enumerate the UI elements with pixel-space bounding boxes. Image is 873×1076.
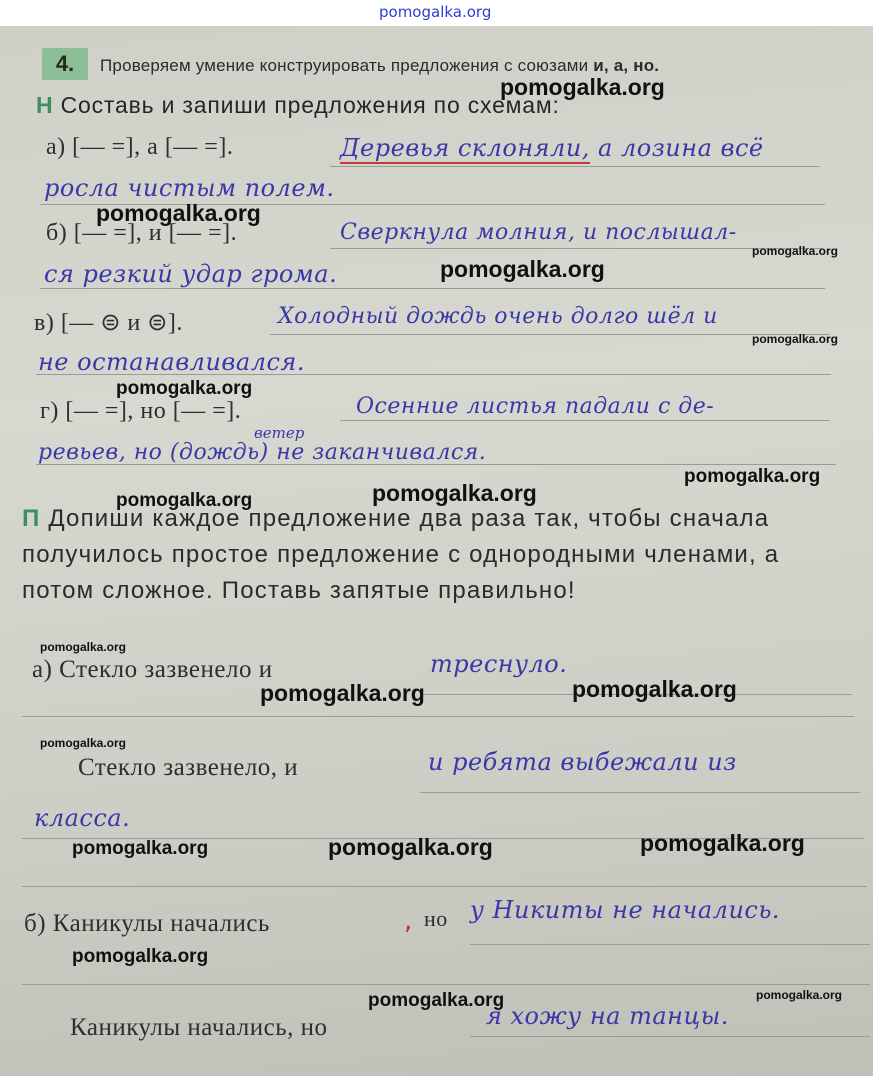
watermark: pomogalka.org (72, 946, 209, 967)
textbook-page (0, 26, 873, 1076)
watermark: pomogalka.org (40, 736, 127, 750)
section-p-letter: П (22, 505, 41, 532)
rule-line (40, 288, 825, 289)
exercise-title-text: Проверяем умение конструировать предложения с союзами (100, 56, 589, 75)
section-p-text: Допиши каждое предложение два раза так, чтобы сначала получилось простое предложение с однородными членами, а потом сложное. Поставь запятые правильно! (22, 505, 780, 604)
scheme-a-answer-underlined: Деревья склоняли, (340, 134, 590, 162)
task-b2-printed: Каникулы начались, но (70, 1014, 328, 1041)
task-b-answer: у Никиты не начались. (470, 896, 781, 924)
scheme-b-answer-line2: ся резкий удар грома. (44, 260, 338, 288)
scheme-a-label: а) [— =], а [— =]. (46, 134, 234, 160)
scheme-d-answer-line1: Осенние листья падали с де- (356, 394, 715, 419)
task-b-printed: б) Каникулы начались (24, 910, 270, 937)
scheme-d-label: г) [— =], но [— =]. (40, 398, 242, 424)
scheme-d-correction: ветер (254, 424, 305, 442)
watermark: pomogalka.org (96, 200, 261, 226)
scheme-c-answer-line2: не останавливался. (38, 348, 305, 376)
watermark: pomogalka.org (684, 466, 821, 487)
rule-line (470, 1036, 870, 1037)
section-h-text: Составь и запиши предложения по схемам: (60, 92, 560, 118)
task-a2-answer-line2: класса. (34, 804, 131, 832)
watermark: pomogalka.org (72, 838, 209, 859)
watermark: pomogalka.org (116, 490, 253, 511)
task-b-printed2: но (424, 906, 448, 931)
watermark: pomogalka.org (572, 676, 737, 702)
scheme-d-answer-line2: ревьев, но (дождь) не заканчивался. (38, 440, 487, 465)
task-b2-answer: я хожу на танцы. (486, 1002, 729, 1030)
watermark: pomogalka.org (756, 988, 843, 1002)
scheme-b-answer-line1: Сверкнула молния, и послышал- (340, 220, 737, 245)
rule-line (22, 886, 867, 887)
scheme-a-answer-line2: росла чистым полем. (44, 174, 335, 202)
watermark: pomogalka.org (372, 480, 537, 506)
watermark: pomogalka.org (368, 990, 505, 1011)
watermark: pomogalka.org (116, 378, 253, 399)
rule-line (340, 420, 830, 421)
task-a-printed: а) Стекло зазвенело и (32, 656, 273, 683)
section-h-heading (36, 92, 560, 119)
scheme-c-label: в) [— ⊜ и ⊜]. (34, 310, 183, 336)
rule-line (270, 334, 830, 335)
rule-line (420, 792, 860, 793)
scheme-a-answer (340, 134, 764, 162)
watermark: pomogalka.org (440, 256, 605, 282)
rule-line (330, 166, 820, 167)
watermark: pomogalka.org (328, 834, 493, 860)
rule-line (22, 716, 854, 717)
watermark: pomogalka.org (640, 830, 805, 856)
section-h-letter: Н (36, 92, 54, 118)
watermark: pomogalka.org (752, 244, 839, 258)
scheme-b-label: б) [— =], и [— =]. (46, 220, 238, 246)
rule-line (22, 984, 870, 985)
section-p-paragraph (22, 501, 852, 609)
watermark: pomogalka.org (260, 680, 425, 706)
rule-line (330, 248, 822, 249)
exercise-conjunctions: и, а, но. (593, 56, 660, 75)
scheme-a-answer-rest: а лозина всё (598, 134, 764, 162)
exercise-title (100, 56, 659, 76)
rule-line (470, 944, 870, 945)
task-a2-printed: Стекло зазвенело, и (78, 754, 299, 781)
task-b-comma: , (404, 906, 413, 936)
exercise-number: 4. (42, 48, 88, 80)
watermark: pomogalka.org (40, 640, 127, 654)
site-link[interactable]: pomogalka.org (379, 3, 492, 21)
watermark: pomogalka.org (752, 332, 839, 346)
scheme-c-answer-line1: Холодный дождь очень долго шёл и (278, 304, 718, 329)
task-a2-answer-line1: и ребята выбежали из (428, 748, 737, 776)
top-bar (0, 0, 873, 26)
watermark: pomogalka.org (500, 74, 665, 100)
task-a-answer: треснуло. (430, 650, 568, 678)
